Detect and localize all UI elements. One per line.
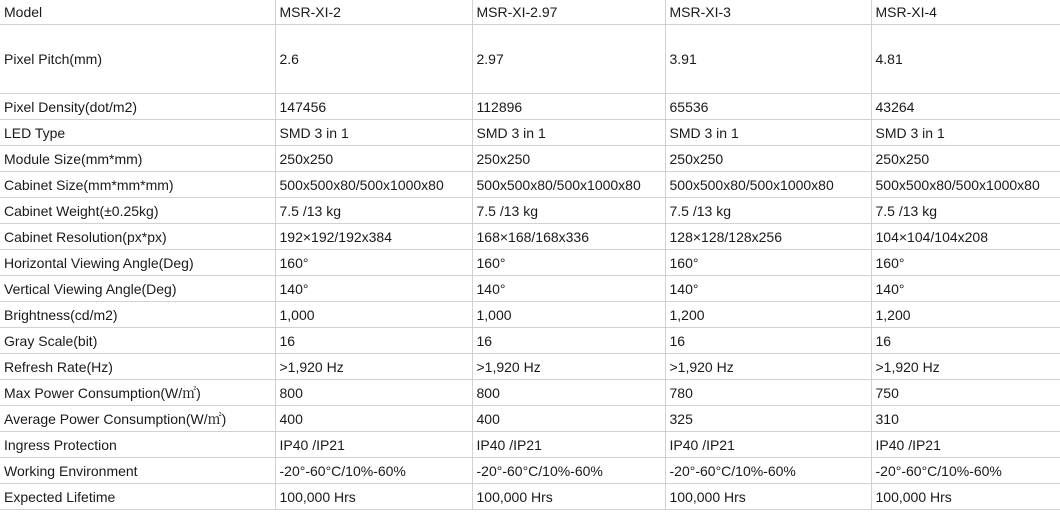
row-value: -20°-60°C/10%-60%	[275, 458, 472, 484]
row-label: Brightness(cd/m2)	[0, 302, 275, 328]
row-value: IP40 /IP21	[275, 432, 472, 458]
row-label: Working Environment	[0, 458, 275, 484]
row-value: 140°	[472, 276, 665, 302]
row-value: IP40 /IP21	[665, 432, 871, 458]
table-row	[0, 94, 1060, 120]
row-label: Expected Lifetime	[0, 484, 275, 510]
row-value: 400	[275, 406, 472, 432]
row-value: 250x250	[871, 146, 1060, 172]
model-header: MSR-XI-3	[665, 0, 871, 25]
table-row	[0, 380, 1060, 406]
row-label: Pixel Pitch(mm)	[0, 25, 275, 94]
row-label: Refresh Rate(Hz)	[0, 354, 275, 380]
row-value: 500x500x80/500x1000x80	[275, 172, 472, 198]
row-value: 310	[871, 406, 1060, 432]
row-value: 100,000 Hrs	[665, 484, 871, 510]
table-row	[0, 484, 1060, 510]
row-value: 250x250	[472, 146, 665, 172]
row-value: 325	[665, 406, 871, 432]
row-value: 400	[472, 406, 665, 432]
row-value: 7.5 /13 kg	[472, 198, 665, 224]
row-value: 160°	[665, 250, 871, 276]
row-value: 160°	[275, 250, 472, 276]
row-value: 160°	[871, 250, 1060, 276]
table-row	[0, 198, 1060, 224]
row-value: IP40 /IP21	[472, 432, 665, 458]
row-label: Module Size(mm*mm)	[0, 146, 275, 172]
row-value: 2.97	[472, 25, 665, 94]
row-value: 7.5 /13 kg	[275, 198, 472, 224]
header-label: Model	[0, 0, 275, 25]
row-value: 140°	[665, 276, 871, 302]
model-header: MSR-XI-2.97	[472, 0, 665, 25]
row-value: SMD 3 in 1	[472, 120, 665, 146]
row-value: -20°-60°C/10%-60%	[665, 458, 871, 484]
table-row	[0, 406, 1060, 432]
row-value: 500x500x80/500x1000x80	[871, 172, 1060, 198]
row-value: >1,920 Hz	[665, 354, 871, 380]
row-value: IP40 /IP21	[871, 432, 1060, 458]
row-label: Gray Scale(bit)	[0, 328, 275, 354]
table-row	[0, 276, 1060, 302]
row-value: 500x500x80/500x1000x80	[665, 172, 871, 198]
row-value: 750	[871, 380, 1060, 406]
row-value: 140°	[871, 276, 1060, 302]
row-value: 7.5 /13 kg	[871, 198, 1060, 224]
row-value: 16	[275, 328, 472, 354]
row-value: 7.5 /13 kg	[665, 198, 871, 224]
row-value: 1,000	[275, 302, 472, 328]
row-value: >1,920 Hz	[871, 354, 1060, 380]
row-value: 16	[871, 328, 1060, 354]
table-row	[0, 120, 1060, 146]
row-value: 100,000 Hrs	[275, 484, 472, 510]
row-label: Average Power Consumption(W/㎡)	[0, 406, 275, 432]
row-value: 16	[665, 328, 871, 354]
row-value: 800	[472, 380, 665, 406]
row-value: 780	[665, 380, 871, 406]
row-label: LED Type	[0, 120, 275, 146]
row-value: 1,000	[472, 302, 665, 328]
table-row	[0, 25, 1060, 94]
row-value: 250x250	[665, 146, 871, 172]
row-label: Vertical Viewing Angle(Deg)	[0, 276, 275, 302]
row-value: 4.81	[871, 25, 1060, 94]
row-value: 65536	[665, 94, 871, 120]
row-value: SMD 3 in 1	[665, 120, 871, 146]
row-value: 3.91	[665, 25, 871, 94]
row-value: 147456	[275, 94, 472, 120]
row-value: SMD 3 in 1	[871, 120, 1060, 146]
row-value: SMD 3 in 1	[275, 120, 472, 146]
row-value: 1,200	[871, 302, 1060, 328]
table-row	[0, 250, 1060, 276]
row-label: Max Power Consumption(W/㎡)	[0, 380, 275, 406]
row-label: Pixel Density(dot/m2)	[0, 94, 275, 120]
row-value: >1,920 Hz	[275, 354, 472, 380]
row-label: Horizontal Viewing Angle(Deg)	[0, 250, 275, 276]
row-value: 2.6	[275, 25, 472, 94]
row-value: 168×168/168x336	[472, 224, 665, 250]
row-value: 800	[275, 380, 472, 406]
row-value: 43264	[871, 94, 1060, 120]
row-value: 16	[472, 328, 665, 354]
table-row	[0, 354, 1060, 380]
row-value: -20°-60°C/10%-60%	[871, 458, 1060, 484]
row-value: >1,920 Hz	[472, 354, 665, 380]
row-label: Cabinet Resolution(px*px)	[0, 224, 275, 250]
row-value: 140°	[275, 276, 472, 302]
table-row	[0, 432, 1060, 458]
row-value: 128×128/128x256	[665, 224, 871, 250]
table-row	[0, 458, 1060, 484]
table-row	[0, 224, 1060, 250]
table-row	[0, 172, 1060, 198]
model-header: MSR-XI-4	[871, 0, 1060, 25]
table-row	[0, 328, 1060, 354]
row-label: Cabinet Size(mm*mm*mm)	[0, 172, 275, 198]
row-value: 100,000 Hrs	[472, 484, 665, 510]
model-header: MSR-XI-2	[275, 0, 472, 25]
row-value: 1,200	[665, 302, 871, 328]
row-value: 500x500x80/500x1000x80	[472, 172, 665, 198]
row-label: Cabinet Weight(±0.25kg)	[0, 198, 275, 224]
row-value: 250x250	[275, 146, 472, 172]
table-row	[0, 302, 1060, 328]
row-value: -20°-60°C/10%-60%	[472, 458, 665, 484]
row-value: 192×192/192x384	[275, 224, 472, 250]
row-label: Ingress Protection	[0, 432, 275, 458]
row-value: 100,000 Hrs	[871, 484, 1060, 510]
header-row	[0, 0, 1060, 25]
row-value: 104×104/104x208	[871, 224, 1060, 250]
row-value: 112896	[472, 94, 665, 120]
row-value: 160°	[472, 250, 665, 276]
table-row	[0, 146, 1060, 172]
